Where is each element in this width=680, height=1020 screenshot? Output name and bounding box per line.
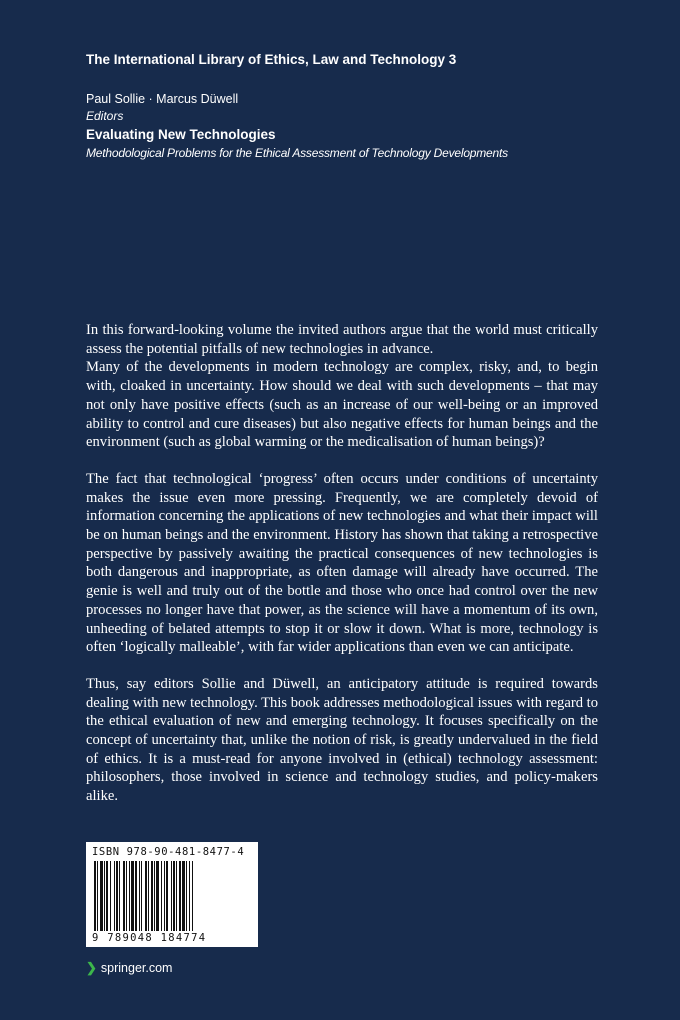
cover-header: [86, 50, 646, 161]
series-title: The International Library of Ethics, Law and Technology 3: [86, 52, 457, 67]
paragraph-spacer: [86, 657, 598, 675]
barcode-bar: [129, 861, 130, 931]
barcode-bar: [123, 861, 125, 931]
barcode-bar: [154, 861, 155, 931]
barcode-bar: [186, 861, 187, 931]
barcode-bar: [179, 861, 181, 931]
barcode-bar: [171, 861, 172, 931]
barcode-bar: [135, 861, 137, 931]
barcode-bar: [106, 861, 108, 931]
barcode-bar: [97, 861, 98, 931]
editors-role: Editors: [86, 109, 124, 123]
chevron-right-icon: ❯: [86, 960, 97, 975]
barcode-bars: [92, 861, 252, 931]
barcode-bar: [116, 861, 118, 931]
blurb-paragraph-3: The fact that technological ‘progress’ often occurs under conditions of uncertainty makes the issue even more pressing. Frequently, we are completely devoid of information concerning the applications of new technologies and what their impact will be on human beings and the environment. History has shown that taking a retrospective perspective by passively awaiting the practical consequences of new technologies is both dangerous and inappropriate, as often damage will already have occurred. The genie is well and truly out of the bottle and those who once had control over the new processes no longer have that power, as the science will have a momentum of its own, unheeding of belated attempts to stop it or slow it down. What is more, technology is often ‘logically malleable’, with far wider applications than even we can anticipate.: [86, 470, 598, 656]
blurb-paragraph-4: Thus, say editors Sollie and Düwell, an anticipatory attitude is required towards dealing with new technology. This book addresses methodological issues with regard to the ethical evaluation of new and emerging technology. It focuses specifically on the concept of uncertainty that, unlike the notion of risk, is greatly undervalued in the field of ethics. It is a must-read for anyone involved in (ethical) technology assessment: philosophers, those involved in science and technology studies, and policy-makers alike.: [86, 675, 598, 805]
barcode-bar: [166, 861, 168, 931]
isbn-label: ISBN 978-90-481-8477-4: [92, 846, 245, 858]
blurb-text: [86, 321, 598, 806]
barcode-bar: [145, 861, 147, 931]
barcode-bar: [192, 861, 193, 931]
publisher-footer: [86, 960, 172, 976]
barcode-bar: [173, 861, 175, 931]
barcode-bar: [100, 861, 103, 931]
barcode-bar: [161, 861, 162, 931]
barcode-bar: [110, 861, 111, 931]
barcode-bar: [104, 861, 105, 931]
book-title: Evaluating New Technologies: [86, 127, 276, 142]
book-subtitle: Methodological Problems for the Ethical Assessment of Technology Developments: [86, 146, 508, 160]
blurb-paragraph-2: Many of the developments in modern technology are complex, risky, and, to begin with, cloaked in uncertainty. How should we deal with such developments – that may not only have positive effects (such as an increase of our well-being or an improved ability to control and cure diseases) but also negative effects for human beings and the environment (such as global warming or the medicalisation of human beings)?: [86, 359, 598, 451]
publisher-url[interactable]: springer.com: [100, 961, 173, 975]
barcode-bar: [148, 861, 149, 931]
ean-digits: 9 789048 184774: [92, 932, 207, 944]
barcode-bar: [131, 861, 134, 931]
paragraph-spacer: [86, 452, 598, 470]
barcode-bar: [151, 861, 153, 931]
blurb-paragraph-1: In this forward-looking volume the invited authors argue that the world must critically assess the potential pitfalls of new technologies in advance.: [86, 322, 598, 357]
barcode-bar: [182, 861, 185, 931]
barcode-bar: [189, 861, 190, 931]
barcode-bar: [164, 861, 165, 931]
barcode-bar: [119, 861, 120, 931]
barcode-bar: [114, 861, 115, 931]
barcode-bar: [176, 861, 177, 931]
barcode-bar: [141, 861, 142, 931]
isbn-barcode: [86, 842, 258, 947]
barcode-bar: [94, 861, 96, 931]
barcode-bar: [126, 861, 127, 931]
barcode-bar: [156, 861, 159, 931]
barcode-bar: [139, 861, 140, 931]
editors-names: Paul Sollie · Marcus Düwell: [86, 92, 239, 106]
